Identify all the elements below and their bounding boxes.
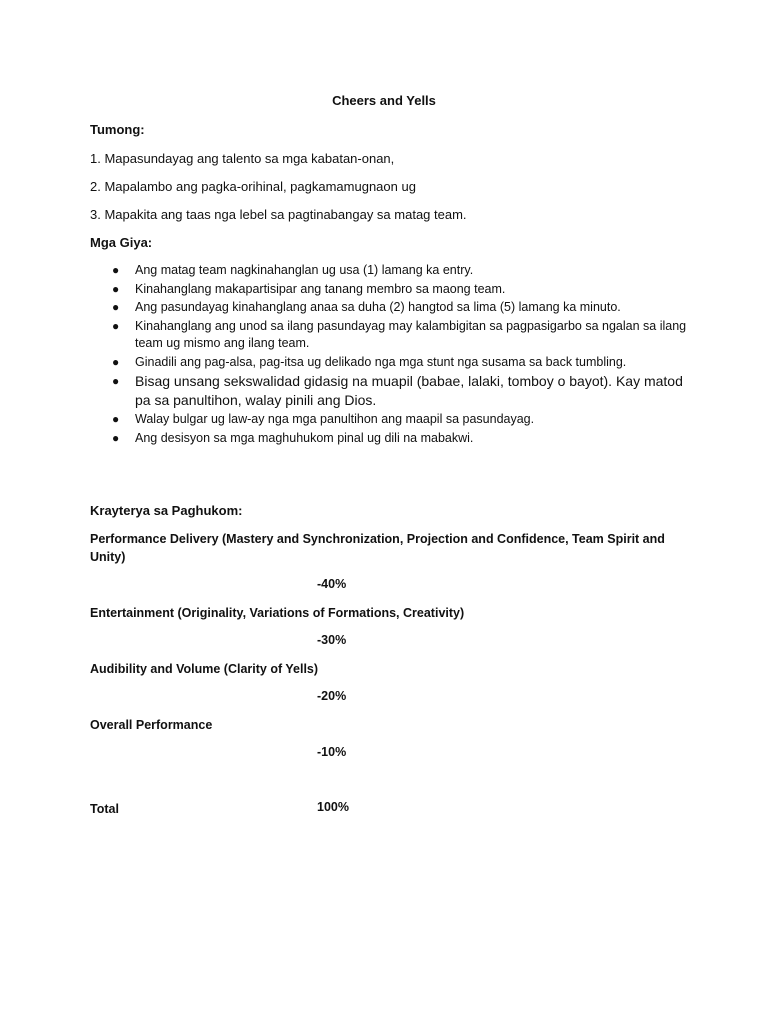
page-title: Cheers and Yells xyxy=(332,93,436,108)
bullet-icon: ● xyxy=(112,354,120,369)
guideline-item xyxy=(90,372,690,410)
objective-item: 1. Mapasundayag ang talento sa mga kabatan-onan, xyxy=(90,151,395,166)
criterion-weight: -30% xyxy=(317,633,347,647)
objective-item: 2. Mapalambo ang pagka-orihinal, pagkamamugnaon ug xyxy=(90,179,416,194)
criteria-heading: Krayterya sa Paghukom: xyxy=(90,503,243,518)
guideline-item xyxy=(90,430,690,448)
bullet-icon: ● xyxy=(112,412,120,426)
total-label: Total xyxy=(90,802,119,816)
bullet-icon: ● xyxy=(112,263,120,277)
objectives-heading: Tumong: xyxy=(90,122,145,137)
guideline-text: Ang pasundayag kinahanglang anaa sa duha (2) hangtod sa lima (5) lamang ka minuto. xyxy=(135,300,621,314)
guideline-text: Bisag unsang sekswalidad gidasig na muapil (babae, lalaki, tomboy o bayot). Kay matod pa sa panultihon, walay pinili ang Dios. xyxy=(135,373,683,408)
guideline-text: Ginadili ang pag-alsa, pag-itsa ug delikado nga mga stunt nga susama sa back tumbling. xyxy=(135,354,627,369)
criterion-label: Performance Delivery (Mastery and Synchronization, Projection and Confidence, Team Spirit and Unity) xyxy=(90,532,665,564)
guideline-text: Kinahanglang ang unod sa ilang pasundayag may kalambigitan sa pagpasigarbo sa ngalan sa ilang team ug mismo ang ilang team. xyxy=(135,318,687,350)
criterion-weight: -20% xyxy=(317,689,347,703)
guideline-item xyxy=(90,411,690,429)
guideline-text: Kinahanglang makapartisipar ang tanang membro sa maong team. xyxy=(135,281,506,296)
guideline-item xyxy=(90,318,690,353)
bullet-icon: ● xyxy=(112,374,120,388)
bullet-icon: ● xyxy=(112,430,120,445)
total-value: 100% xyxy=(317,800,349,814)
guideline-item xyxy=(90,262,690,280)
guideline-item xyxy=(90,299,690,317)
bullet-icon: ● xyxy=(112,300,120,314)
guideline-item xyxy=(90,281,690,299)
guideline-text: Walay bulgar ug law-ay nga mga panultihon ang maapil sa pasundayag. xyxy=(135,412,535,426)
guideline-text: Ang desisyon sa mga maghuhukom pinal ug dili na mabakwi. xyxy=(135,430,474,445)
guideline-text: Ang matag team nagkinahanglan ug usa (1) lamang ka entry. xyxy=(135,263,474,277)
guidelines-list xyxy=(90,262,690,448)
bullet-icon: ● xyxy=(112,318,120,333)
criterion-label: Overall Performance xyxy=(90,718,213,732)
guideline-item xyxy=(90,354,690,372)
bullet-icon: ● xyxy=(112,281,120,296)
criterion-label: Audibility and Volume (Clarity of Yells) xyxy=(90,662,319,676)
objective-item: 3. Mapakita ang taas nga lebel sa pagtinabangay sa matag team. xyxy=(90,207,467,222)
criterion-weight: -40% xyxy=(317,577,347,591)
criterion-label: Entertainment (Originality, Variations of Formations, Creativity) xyxy=(90,606,465,620)
guidelines-heading: Mga Giya: xyxy=(90,235,153,250)
criterion-weight: -10% xyxy=(317,745,347,759)
